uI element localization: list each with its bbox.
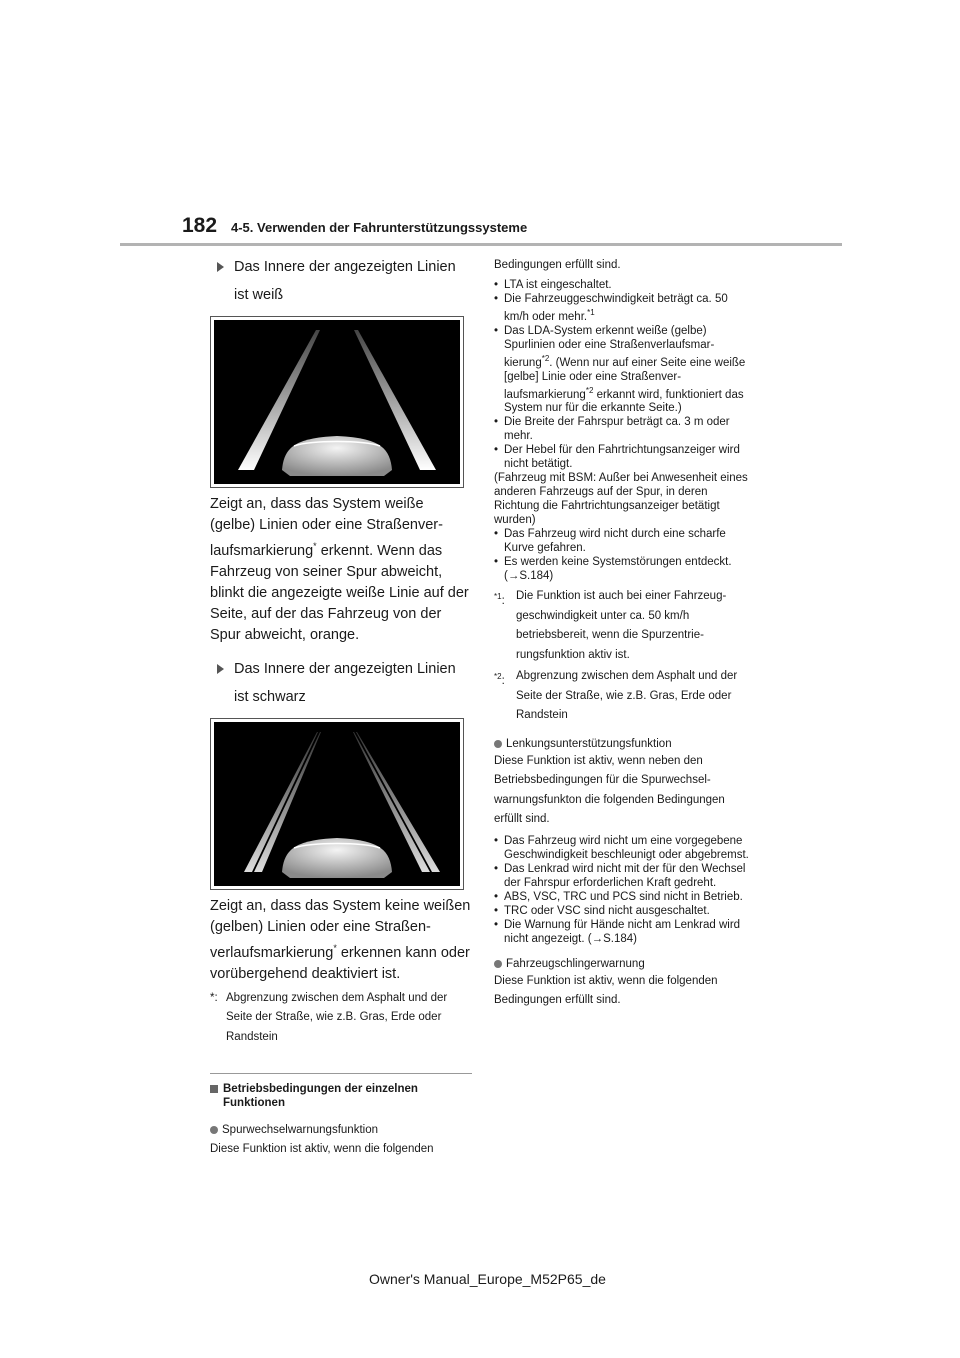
section-heading-operating-conditions: Betriebsbedingungen der einzelnen Funktionen xyxy=(210,1082,472,1110)
right-column xyxy=(494,258,754,1011)
heading-white-lines xyxy=(210,256,472,306)
heading-line: Das Innere der angezeigten Linien xyxy=(234,259,456,275)
list-item: • Das Lenkrad wird nicht mit der für den Wechsel der Fahrspur erforderlichen Kraft gedreht. xyxy=(494,862,754,890)
paragraph-black-lines: Zeigt an, dass das System keine weißen (gelben) Linien oder eine Straßenverlaufsmarkierung* erkennen kann oder vorübergehend deaktiviert ist. xyxy=(210,897,471,982)
section-title: 4-5. Verwenden der Fahrunterstützungssysteme xyxy=(231,220,528,235)
circle-bullet-icon xyxy=(210,1126,218,1134)
paragraph-bsm-note: (Fahrzeug mit BSM: Außer bei Anwesenheit eines anderen Fahrzeugs auf der Spur, in deren Richtung die Fahrtrichtungsanzeiger betätigt wurden) xyxy=(494,472,748,527)
footer-text: Owner's Manual_Europe_M52P65_de xyxy=(369,1271,606,1287)
heading-line: Das Innere der angezeigten Linien xyxy=(234,660,456,677)
list-item: • Die Warnung für Hände nicht am Lenkrad wird nicht angezeigt. (→S.184) xyxy=(494,918,754,946)
list-item: • Die Fahrzeuggeschwindigkeit beträgt ca. 50 km/h oder mehr.$^{*1}$ xyxy=(494,292,754,324)
page-number: 182 xyxy=(182,214,218,237)
paragraph-continued: Bedingungen erfüllt sind. xyxy=(494,259,621,271)
subheading-lane-departure-warning: Spurwechselwarnungsfunktion xyxy=(210,1122,472,1138)
list-item: • TRC oder VSC sind nicht ausgeschaltet. xyxy=(494,904,754,918)
footnote-2: $^{*2}$: Abgrenzung zwischen dem Asphalt und der Seite der Straße, wie z.B. Gras, Erde oder Randstein xyxy=(494,670,738,722)
circle-bullet-icon xyxy=(494,740,502,748)
list-item: • Es werden keine Systemstörungen entdeckt. (→S.184) xyxy=(494,555,754,583)
arrow-right-icon xyxy=(217,262,224,272)
square-bullet-icon xyxy=(210,1085,218,1093)
circle-bullet-icon xyxy=(494,960,502,968)
paragraph-steering-assist-intro: Diese Funktion ist aktiv, wenn neben den Betriebsbedingungen für die Spurwechselwarnungsfunkton die folgenden Bedingungen erfüllt sind. xyxy=(494,754,725,826)
conditions-list-steering-assist xyxy=(494,834,754,946)
figure-lines-white xyxy=(210,316,464,488)
footnote-asterisk: *: Abgrenzung zwischen dem Asphalt und der Seite der Straße, wie z.B. Gras, Erde oder Randstein xyxy=(210,991,448,1043)
paragraph-sway-warning-intro: Diese Funktion ist aktiv, wenn die folgenden Bedingungen erfüllt sind. xyxy=(494,974,718,1007)
conditions-list-lane-warning xyxy=(494,278,754,471)
header-divider xyxy=(120,243,842,246)
paragraph-white-lines: Zeigt an, dass das System weiße (gelbe) Linien oder eine Straßenverlaufsmarkierung* erkennt. Wenn das Fahrzeug von seiner Spur abweicht, blinkt die angezeigte weiße Linie auf der Seite, auf der das Fahrzeug von der Spur abweicht, orange. xyxy=(210,496,469,643)
list-item: • Das LDA-System erkennt weiße (gelbe) Spurlinien oder eine Straßenverlaufsmarkierung$^{*2}$. (Wenn nur auf einer Seite eine weiße [gelbe] Linie oder eine Straßenverlaufsmarkierung$^{*2}$ erkannt wird, funktioniert das System nur für die erkannte Seite.) xyxy=(494,324,754,416)
lane-display-black-image xyxy=(214,722,460,886)
left-column xyxy=(210,256,472,1156)
list-item: • Der Hebel für den Fahrtrichtungsanzeiger wird nicht betätigt. xyxy=(494,443,754,471)
footnote-1: $^{*1}$: Die Funktion ist auch bei einer Fahrzeuggeschwindigkeit unter ca. 50 km/h betriebsbereit, wenn die Spurzentrierungsfunktion aktiv ist. xyxy=(494,590,727,661)
list-item: • Das Fahrzeug wird nicht um eine vorgegebene Geschwindigkeit beschleunigt oder abgebremst. xyxy=(494,834,754,862)
heading-black-lines xyxy=(210,658,472,708)
list-item: • LTA ist eingeschaltet. xyxy=(494,278,754,292)
subheading-steering-assist: Lenkungsunterstützungsfunktion xyxy=(494,736,754,752)
figure-lines-black xyxy=(210,718,464,890)
list-item: • Die Breite der Fahrspur beträgt ca. 3 m oder mehr. xyxy=(494,415,754,443)
conditions-list-lane-warning-cont xyxy=(494,527,754,583)
heading-line: ist weiß xyxy=(234,287,284,303)
list-item: • ABS, VSC, TRC und PCS sind nicht in Betrieb. xyxy=(494,890,754,904)
subheading-sway-warning: Fahrzeugschlingerwarnung xyxy=(494,956,754,972)
section-divider xyxy=(210,1073,472,1074)
arrow-right-icon xyxy=(217,664,224,674)
heading-line: ist schwarz xyxy=(234,688,306,705)
list-item: • Das Fahrzeug wird nicht durch eine scharfe Kurve gefahren. xyxy=(494,527,754,555)
lane-display-white-image xyxy=(214,320,460,484)
paragraph-lane-warning-intro: Diese Funktion ist aktiv, wenn die folgenden xyxy=(210,1143,434,1156)
